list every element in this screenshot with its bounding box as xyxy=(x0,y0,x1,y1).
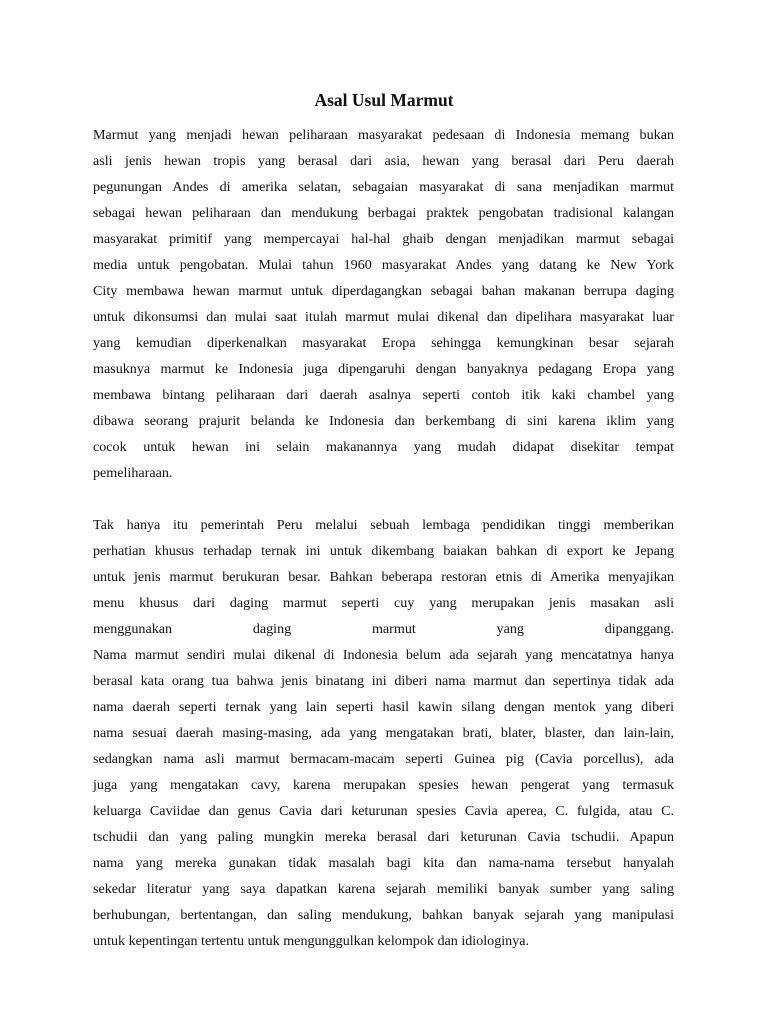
document-body xyxy=(93,122,674,954)
text-line: sedangkan nama asli marmut bermacam-macam seperti Guinea pig (Cavia porcellus), ada xyxy=(93,751,674,767)
paragraph-1 xyxy=(93,122,674,486)
text-line: cocok untuk hewan ini selain makanannya yang mudah didapat disekitar tempat xyxy=(93,439,674,455)
text-line: asli jenis hewan tropis yang berasal dari asia, hewan yang berasal dari Peru daerah xyxy=(93,153,674,169)
text-line: dibawa seorang prajurit belanda ke Indonesia dan berkembang di sini karena iklim yang xyxy=(93,413,674,429)
text-line: juga yang mengatakan cavy, karena merupakan spesies hewan pengerat yang termasuk xyxy=(93,777,674,793)
text-line: untuk kepentingan tertentu untuk mengunggulkan kelompok dan idiologinya. xyxy=(93,933,530,949)
text-line: tschudii dan yang paling mungkin mereka berasal dari keturunan Cavia tschudii. Apapun xyxy=(93,829,674,845)
text-line: masuknya marmut ke Indonesia juga dipengaruhi dengan banyaknya pedagang Eropa yang xyxy=(93,361,674,377)
text-line: nama daerah seperti ternak yang lain seperti hasil kawin silang dengan mentok yang diberi xyxy=(93,699,674,715)
text-line: membawa bintang peliharaan dari daerah asalnya seperti contoh itik kaki chambel yang xyxy=(93,387,674,403)
text-line: untuk dikonsumsi dan mulai saat itulah marmut mulai dikenal dan dipelihara masyarakat luar xyxy=(93,309,674,325)
text-line: masyarakat primitif yang mempercayai hal-hal ghaib dengan menjadikan marmut sebagai xyxy=(93,231,674,247)
text-line: menu khusus dari daging marmut seperti cuy yang merupakan jenis masakan asli xyxy=(93,595,674,611)
text-line: media untuk pengobatan. Mulai tahun 1960 masyarakat Andes yang datang ke New York xyxy=(93,257,674,273)
text-line: nama sesuai daerah masing-masing, ada yang mengatakan brati, blater, blaster, dan lain-lain, xyxy=(93,725,674,741)
text-line: berhubungan, bertentangan, dan saling mendukung, bahkan banyak sejarah yang manipulasi xyxy=(93,907,674,923)
text-line: Nama marmut sendiri mulai dikenal di Indonesia belum ada sejarah yang mencatatnya hanya xyxy=(93,647,674,663)
text-line: pegunungan Andes di amerika selatan, sebagaian masyarakat di sana menjadikan marmut xyxy=(93,179,674,195)
paragraph-2 xyxy=(93,512,674,954)
text-line: nama yang mereka gunakan tidak masalah bagi kita dan nama-nama tersebut hanyalah xyxy=(93,855,674,871)
paragraph-spacer xyxy=(93,486,674,512)
text-line: berasal kata orang tua bahwa jenis binatang ini diberi nama marmut dan sepertinya tidak ada xyxy=(93,673,674,689)
document-title: Asal Usul Marmut xyxy=(314,90,454,110)
text-line: perhatian khusus terhadap ternak ini untuk dikembang baiakan bahkan di export ke Jepang xyxy=(93,543,674,559)
text-line: untuk jenis marmut berukuran besar. Bahkan beberapa restoran etnis di Amerika menyajikan xyxy=(93,569,674,585)
text-line: Marmut yang menjadi hewan peliharaan masyarakat pedesaan di Indonesia memang bukan xyxy=(93,127,674,143)
text-line: City membawa hewan marmut untuk diperdagangkan sebagai bahan makanan berrupa daging xyxy=(93,283,674,299)
text-line: sekedar literatur yang saya dapatkan karena sejarah memiliki banyak sumber yang saling xyxy=(93,881,674,897)
text-line: yang kemudian diperkenalkan masyarakat Eropa sehingga kemungkinan besar sejarah xyxy=(93,335,674,351)
text-line: sebagai hewan peliharaan dan mendukung berbagai praktek pengobatan tradisional kalangan xyxy=(93,205,674,221)
text-line: keluarga Caviidae dan genus Cavia dari keturunan spesies Cavia aperea, C. fulgida, atau C. xyxy=(93,803,674,819)
text-line: Tak hanya itu pemerintah Peru melalui sebuah lembaga pendidikan tinggi memberikan xyxy=(93,517,674,533)
text-line: pemeliharaan. xyxy=(93,465,173,481)
text-line: menggunakan daging marmut yang dipanggang. xyxy=(93,621,674,637)
